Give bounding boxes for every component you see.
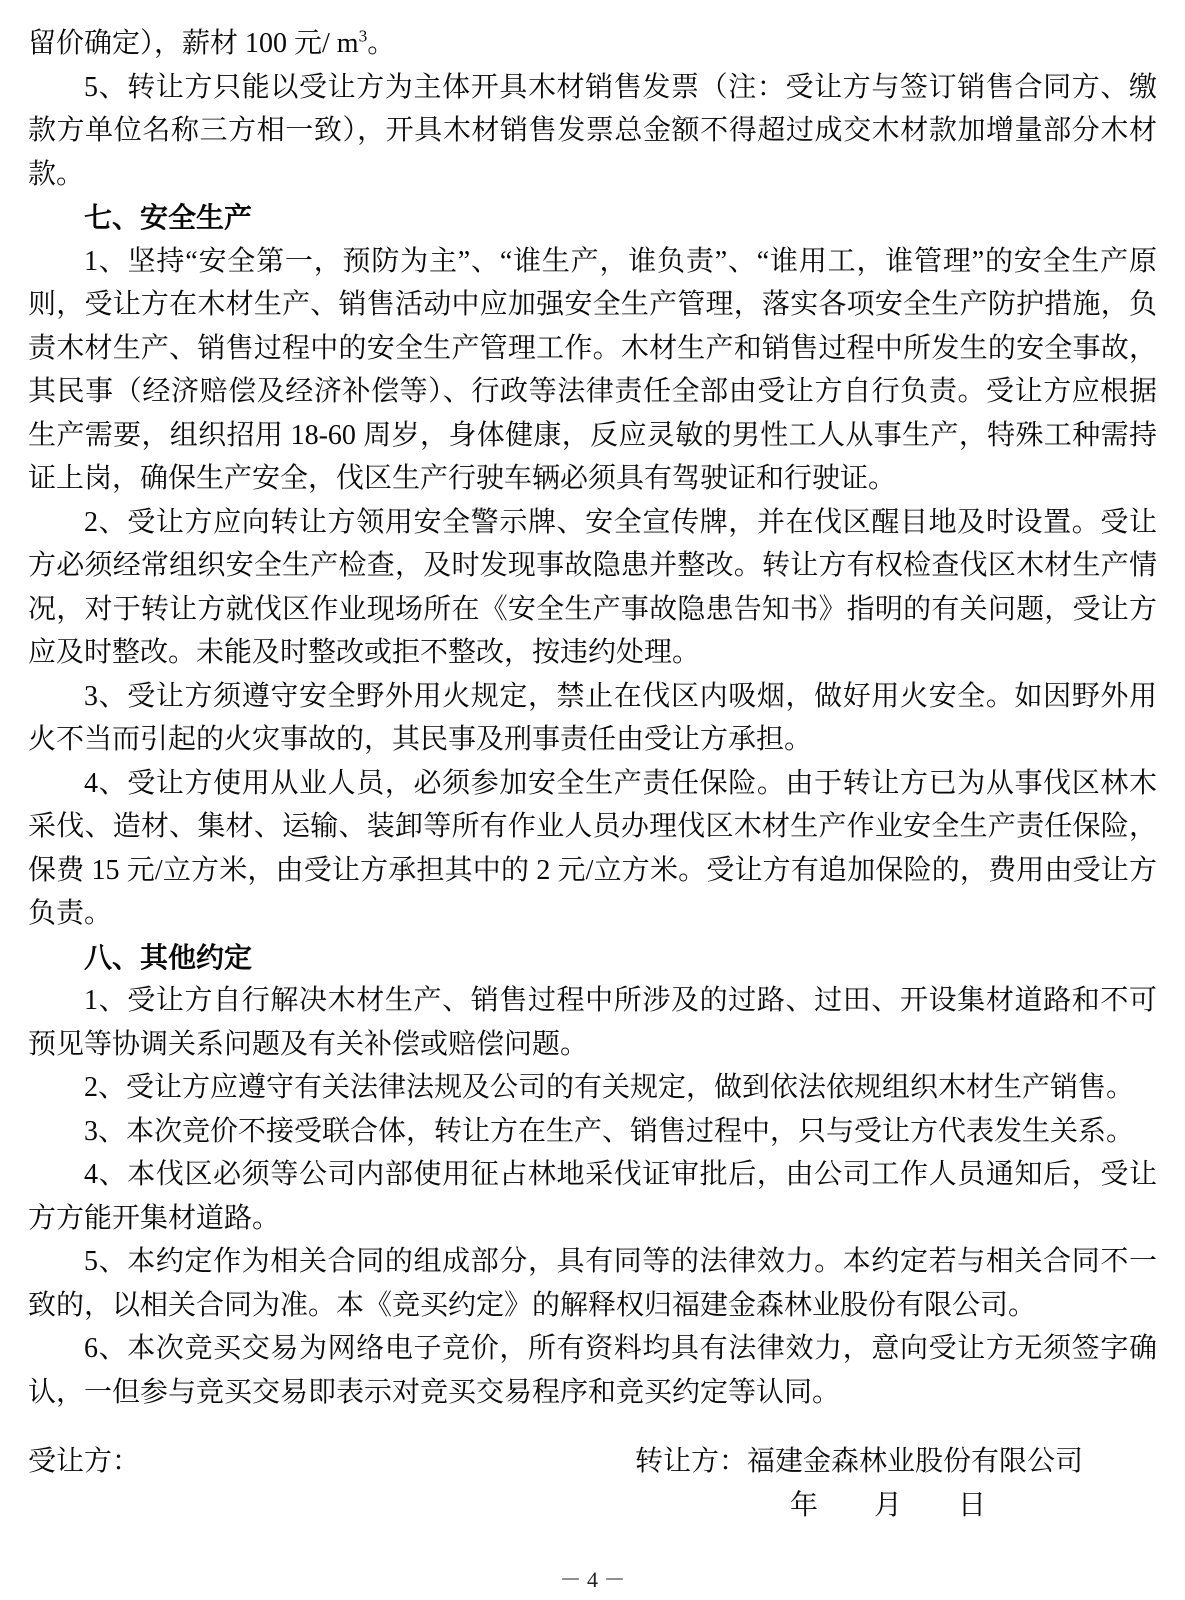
section-8-item-4: 4、本伐区必须等公司内部使用征占林地采伐证审批后，由公司工作人员通知后，受让方方能开集材道路。 <box>28 1159 1157 1234</box>
section-8-item-6: 6、本次竞买交易为网络电子竞价，所有资料均具有法律效力，意向受让方无须签字确认，一但参与竞买交易即表示对竞买交易程序和竞买约定等认同。 <box>28 1333 1157 1408</box>
superscript-cubic-meter: 3 <box>358 26 368 46</box>
signature-date-line: 年 月 日 <box>790 1489 987 1521</box>
paragraph-invoice-rule: 5、转让方只能以受让方为主体开具木材销售发票（注：受让方与签订销售合同方、缴款方单位名称三方相一致），开具木材销售发票总金额不得超过成交木材款加增量部分木材款。 <box>28 71 1157 190</box>
continuation-text-pre: 留价确定），薪材 100 元/ m <box>28 28 359 59</box>
document-body <box>28 22 1157 1527</box>
signature-row <box>28 1440 1157 1484</box>
section-8-item-3: 3、本次竞价不接受联合体，转让方在生产、销售过程中，只与受让方代表发生关系。 <box>84 1115 1135 1147</box>
continuation-text-post: 。 <box>367 28 396 59</box>
section-7-item-3: 3、受让方须遵守安全野外用火规定，禁止在伐区内吸烟，做好用火安全。如因野外用火不当而引起的火灾事故的，其民事及刑事责任由受让方承担。 <box>28 680 1157 755</box>
section-7-item-4: 4、受让方使用从业人员，必须参加安全生产责任保险。由于转让方已为从事伐区林木采伐、造材、集材、运输、装卸等所有作业人员办理伐区木材生产作业安全生产责任保险，保费 15 元/立方米，由受让方承担其中的 2 元/立方米。受让方有追加保险的，费用由受让方负责。 <box>28 767 1157 929</box>
section-8-item-5: 5、本约定作为相关合同的组成部分，具有同等的法律效力。本约定若与相关合同不一致的，以相关合同为准。本《竞买约定》的解释权归福建金森林业股份有限公司。 <box>28 1246 1157 1321</box>
signature-transferor-label: 转让方：福建金森林业股份有限公司 <box>635 1446 1084 1477</box>
signature-transferee-label: 受让方： <box>28 1446 141 1477</box>
section-7-item-1: 1、坚持“安全第一，预防为主”、“谁生产，谁负责”、“谁用工，谁管理”的安全生产原则，受让方在木材生产、销售活动中应加强安全生产管理，落实各项安全生产防护措施，负责木材生产、销售过程中的安全生产管理工作。木材生产和销售过程中所发生的安全事故，其民事（经济赔偿及经济补偿等）、行政等法律责任全部由受让方自行负责。受让方应根据生产需要，组织招用 18-60 周岁，身体健康，反应灵敏的男性工人从事生产，特殊工种需持证上岗，确保生产安全，伐区生产行驶车辆必须具有驾驶证和行驶证。 <box>28 245 1157 494</box>
paragraph-continuation <box>28 22 1157 66</box>
section-7-item-2: 2、受让方应向转让方领用安全警示牌、安全宣传牌，并在伐区醒目地及时设置。受让方必须经常组织安全生产检查，及时发现事故隐患并整改。转让方有权检查伐区木材生产情况，对于转让方就伐区作业现场所在《安全生产事故隐患告知书》指明的有关问题，受让方应及时整改。未能及时整改或拒不整改，按违约处理。 <box>28 506 1157 668</box>
section-7-heading: 七、安全生产 <box>84 202 253 233</box>
section-8-item-2: 2、受让方应遵守有关法律法规及公司的有关规定，做到依法依规组织木材生产销售。 <box>84 1072 1135 1103</box>
page-number: － 4 － <box>559 1567 626 1592</box>
section-8-heading: 八、其他约定 <box>84 941 253 973</box>
section-8-item-1: 1、受让方自行解决木材生产、销售过程中所涉及的过路、过田、开设集材道路和不可预见等协调关系问题及有关补偿或赔偿问题。 <box>28 985 1157 1060</box>
